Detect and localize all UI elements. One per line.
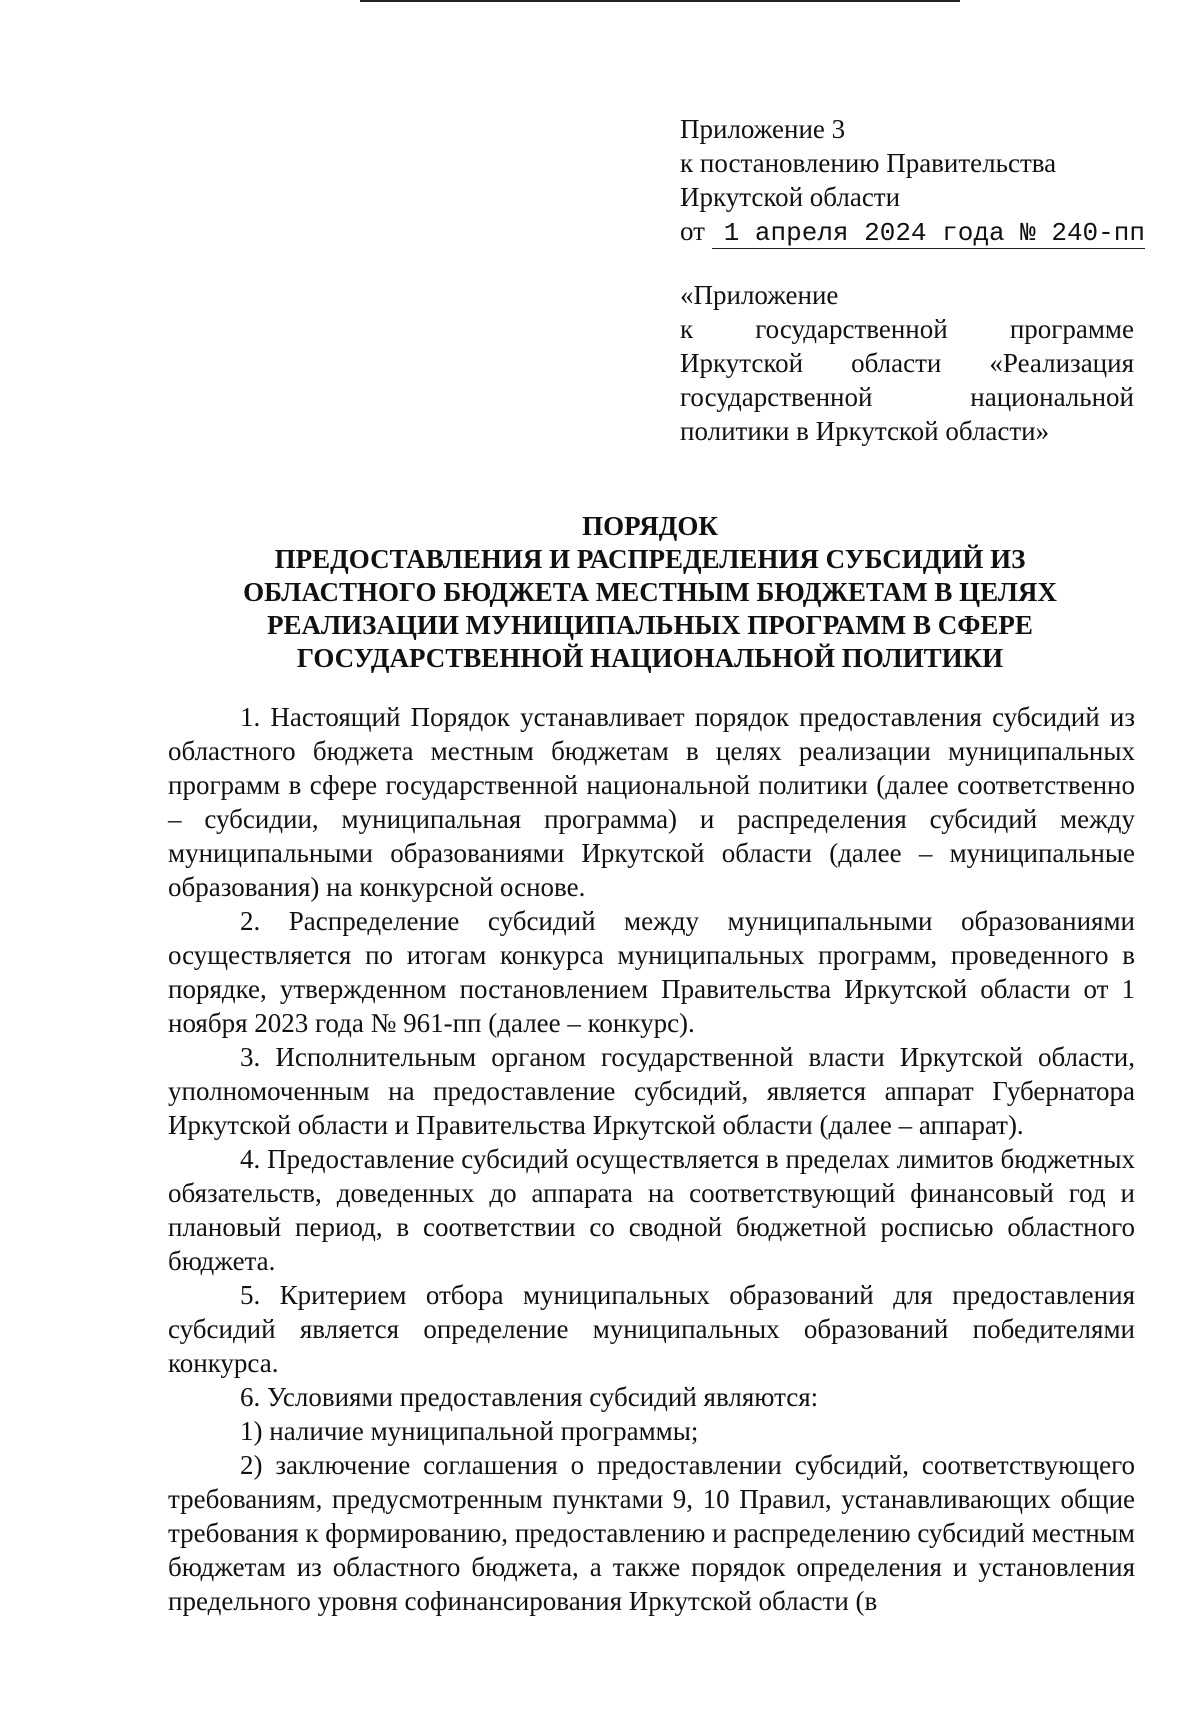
title-line: ПОРЯДОК: [582, 511, 718, 541]
document-title: [165, 510, 1135, 675]
paragraph-4: 4. Предоставление субсидий осуществляется в пределах лимитов бюджетных обязательств, доведенных до аппарата на соответствующий финансовый год и плановый период, в соответствии со сводной бюджетной росписью областного бюджета.: [168, 1144, 1135, 1276]
document-body: [168, 700, 1135, 1618]
paragraph-5: 5. Критерием отбора муниципальных образований для предоставления субсидий является определение муниципальных образований победителями конкурса.: [168, 1280, 1135, 1378]
top-rule: [360, 0, 960, 2]
program-annex-header: [680, 278, 1134, 448]
paragraph-1: 1. Настоящий Порядок устанавливает порядок предоставления субсидий из областного бюджета местным бюджетам в целях реализации муниципальных программ в сфере государственной национальной политики (далее соответственно – субсидии, муниципальная программа) и распределения субсидий между муниципальными образованиями Иркутской области (далее – муниципальные образования) на конкурсной основе.: [168, 702, 1135, 902]
paragraph-2: 2. Распределение субсидий между муниципальными образованиями осуществляется по итогам конкурса муниципальных программ, проведенного в порядке, утвержденном постановлением Правительства Иркутской области от 1 ноября 2023 года № 961-пп (далее – конкурс).: [168, 906, 1135, 1038]
program-annex-line: Иркутской области «Реализация: [680, 348, 1134, 378]
title-line: ОБЛАСТНОГО БЮДЖЕТА МЕСТНЫМ БЮДЖЕТАМ В ЦЕЛЯХ: [243, 577, 1057, 607]
program-annex-line: «Приложение: [680, 280, 839, 310]
annex-date-prefix: от: [680, 216, 705, 246]
annex-reference: к постановлению Правительства: [680, 148, 1057, 178]
list-item-1: 1) наличие муниципальной программы;: [240, 1416, 699, 1446]
annex-date-value: 1 апреля 2024 года № 240-пп: [712, 218, 1145, 249]
list-item-2: 2) заключение соглашения о предоставлении субсидий, соответствующего требованиям, предусмотренным пунктами 9, 10 Правил, устанавливающих общие требования к формированию, предоставлению и распределению субсидий местным бюджетам из областного бюджета, а также порядок определения и установления предельного уровня софинансирования Иркутской области (в: [168, 1450, 1135, 1616]
title-line: ПРЕДОСТАВЛЕНИЯ И РАСПРЕДЕЛЕНИЯ СУБСИДИЙ ИЗ: [274, 544, 1026, 574]
program-annex-line: государственной национальной: [680, 382, 1134, 412]
program-annex-line: к государственной программе: [680, 314, 1134, 344]
annex-region: Иркутской области: [680, 182, 901, 212]
annex-header: [680, 112, 1145, 249]
annex-number: Приложение 3: [680, 114, 846, 144]
paragraph-6: 6. Условиями предоставления субсидий являются:: [240, 1382, 819, 1412]
title-line: РЕАЛИЗАЦИИ МУНИЦИПАЛЬНЫХ ПРОГРАММ В СФЕРЕ: [267, 610, 1033, 640]
program-annex-line: политики в Иркутской области»: [680, 416, 1050, 446]
title-line: ГОСУДАРСТВЕННОЙ НАЦИОНАЛЬНОЙ ПОЛИТИКИ: [296, 643, 1004, 673]
annex-date-row: [680, 214, 1145, 249]
paragraph-3: 3. Исполнительным органом государственной власти Иркутской области, уполномоченным на предоставление субсидий, является аппарат Губернатора Иркутской области и Правительства Иркутской области (далее – аппарат).: [168, 1042, 1135, 1140]
